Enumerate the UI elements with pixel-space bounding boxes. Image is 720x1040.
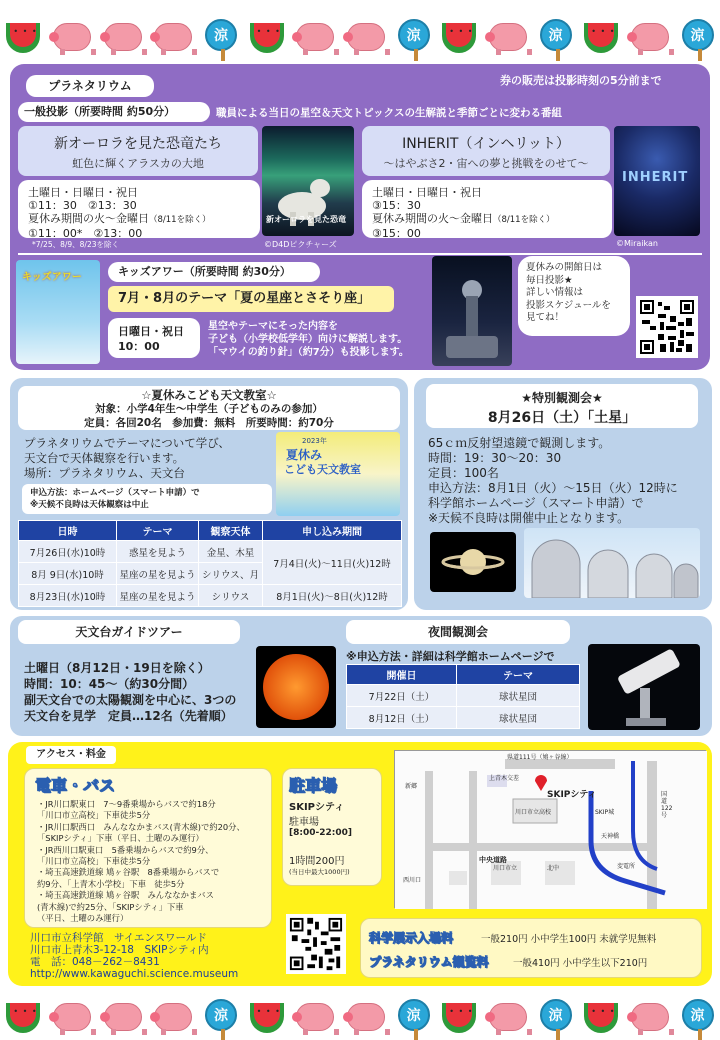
cell-object: シリウス、月 <box>199 563 263 585</box>
guide-tour-line: 天文台を見学 定員…12名（先着順） <box>24 709 233 723</box>
uchiwa-fan-icon: 涼 <box>398 19 430 51</box>
watermelon-icon <box>6 1003 40 1033</box>
info-bubble <box>518 256 630 336</box>
special-obs-line: 定員：100名 <box>428 466 499 480</box>
mosquito-pig-icon <box>104 23 142 51</box>
cell-date: 8月12日（土） <box>347 707 457 729</box>
map-label: 川口市立 <box>493 865 518 872</box>
show2-schedule <box>362 180 612 238</box>
special-obs-line: 科学館ホームページ（スマート申請）で <box>428 496 644 510</box>
kids-class-poster-title1: 夏休み <box>286 448 323 462</box>
col-header: テーマ <box>117 521 199 541</box>
planetarium-fee-label: プラネタリウム観覧料 <box>369 955 489 969</box>
kids-hour-poster-title: キッズアワー <box>22 272 82 283</box>
show2-title: INHERIT（インヘリット） <box>402 136 570 152</box>
cell-object: シリウス <box>199 585 263 607</box>
show2-title-box <box>362 126 610 176</box>
uchiwa-fan-icon: 涼 <box>205 999 237 1031</box>
special-obs-line: 時間：19：30～20：30 <box>428 451 562 465</box>
top-decoration <box>0 10 720 60</box>
guide-tour-line: 副天文台での太陽観測を中心に、3つの <box>24 693 237 707</box>
col-header: 申し込み期間 <box>263 521 402 541</box>
show1-summer-times: ①11：00* ②13：00 <box>28 227 143 240</box>
org-phone: 電 話：048－262－8431 <box>30 956 160 968</box>
bubble-line: 見てね！ <box>526 312 565 323</box>
kids-hour-time: 10：00 <box>118 340 160 353</box>
map-roads <box>395 751 707 909</box>
map-label: 上青木交差 <box>489 775 520 782</box>
kids-hour-poster <box>16 260 100 364</box>
show2-credit: ©Miraikan <box>616 239 659 248</box>
parking-fee-note: (当日中最大1000円) <box>289 868 350 876</box>
show1-credit: ©D4Dピクチャーズ <box>264 240 337 249</box>
train-box <box>24 768 272 928</box>
train-line: （平日、土曜のみ運行） <box>37 913 129 924</box>
special-obs-line: ※天候不良時は開催中止となります。 <box>428 511 630 525</box>
show2-summer-times: ③15：00 <box>372 227 421 240</box>
show2-subtitle: ～はやぶさ2・宙への夢と挑戦をのせて～ <box>383 157 589 170</box>
access-map[interactable] <box>394 750 706 908</box>
train-line: 「川口市立高校」下車徒歩5分 <box>37 810 151 821</box>
planetarium-title: プラネタリウム <box>26 75 154 97</box>
kids-hour-schedule <box>108 318 200 358</box>
col-header: 観察天体 <box>199 521 263 541</box>
map-skip-label: SKIPシティ <box>547 790 597 800</box>
map-label: 変電所 <box>617 863 636 870</box>
show1-footnote: *7/25、8/9、8/23を除く <box>32 240 120 249</box>
watermelon-icon <box>250 23 284 53</box>
fees-box <box>360 918 702 978</box>
saturn-illustration <box>430 532 516 592</box>
show1-title-box <box>18 126 258 176</box>
cell-period: 8月1日(火)～8日(火)12時 <box>263 585 402 607</box>
mosquito-pig-icon <box>53 1003 91 1031</box>
special-obs-date: 8月26日（土）「土星」 <box>487 410 637 426</box>
train-line: ・埼玉高速鉄道線 鳩ヶ谷駅 8番乗場からバスで <box>37 867 220 878</box>
train-title: 電車・バス <box>35 776 116 795</box>
map-label: 北中 <box>547 865 560 872</box>
show1-days: 土曜日・日曜日・祝日 <box>28 186 138 199</box>
train-line: 「川口市立高校」下車徒歩5分 <box>37 856 151 867</box>
kids-class-apply-line: 申込方法：ホームページ（スマート申請）で <box>30 488 200 498</box>
kids-hour-days: 日曜日・祝日 <box>118 325 184 338</box>
observatory-domes <box>524 528 700 598</box>
bubble-line: 詳しい情報は <box>526 287 584 298</box>
mosquito-pig-icon <box>489 23 527 51</box>
mosquito-pig-icon <box>154 1003 192 1031</box>
kids-class-header <box>18 386 400 430</box>
map-label: 新郷 <box>405 783 418 790</box>
kids-hour-desc-line: 星空やテーマにそった内容を <box>208 321 338 332</box>
watermelon-icon <box>250 1003 284 1033</box>
parking-title: 駐車場 <box>289 776 338 795</box>
observatory-photo <box>524 528 700 598</box>
uchiwa-fan-icon: 涼 <box>540 19 572 51</box>
guide-tour-line: 時間：10：45～（約30分間） <box>24 677 195 691</box>
table-row <box>347 707 580 729</box>
telescope-illustration <box>588 644 700 730</box>
projector-illustration <box>432 256 512 366</box>
kids-class-capacity: 定員：各回20名 参加費：無料 所要時間：約70分 <box>84 417 334 429</box>
guide-tour-body <box>24 660 256 724</box>
special-obs-line: 65ｃｍ反射望遠鏡で観測します。 <box>428 436 611 450</box>
parking-fee: 1時間200円 <box>289 856 345 867</box>
night-obs-note: ※申込方法・詳細は科学館ホームページで <box>346 650 555 663</box>
mosquito-pig-icon <box>347 1003 385 1031</box>
show1-schedule <box>18 180 260 238</box>
mosquito-pig-icon <box>631 1003 669 1031</box>
kids-class-poster <box>276 432 400 516</box>
org-url[interactable]: http://www.kawaguchi.science.museum <box>30 968 239 980</box>
mosquito-pig-icon <box>154 23 192 51</box>
cell-object: 金星、木星 <box>199 541 263 563</box>
mosquito-pig-icon <box>347 23 385 51</box>
kids-hour-desc-line: 「マウイの釣り針」（約7分）も投影します。 <box>208 347 409 358</box>
show2-days: 土曜日・日曜日・祝日 <box>372 186 482 199</box>
special-obs-title: ★特別観測会★ <box>521 391 603 405</box>
train-line: (青木線)で約25分、「SKIPシティ」下車 <box>37 901 184 912</box>
divider <box>18 253 702 255</box>
kids-class-desc <box>24 436 274 481</box>
cell-date: 8月23日(水)10時 <box>19 585 117 607</box>
table-row <box>19 585 402 607</box>
uchiwa-fan-icon: 涼 <box>682 999 714 1031</box>
map-label: 県道111号（鳩ヶ谷線） <box>507 754 573 761</box>
show1-title: 新オーロラを見た恐竜たち <box>54 136 222 152</box>
special-obs-body <box>428 436 712 526</box>
bubble-line: 投影スケジュールを <box>526 299 611 311</box>
exhibit-fee-price: 一般210円 小中学生100円 未就学児無料 <box>481 934 657 945</box>
show2-summer-note: （8/11を除く） <box>493 215 555 225</box>
parking-box <box>282 768 382 886</box>
bubble-line: 夏休みの開館日は <box>526 262 603 273</box>
mosquito-pig-icon <box>53 23 91 51</box>
train-line: ・JR西川口駅東口 5番乗場からバスで約9分、 <box>37 844 214 855</box>
kids-hour-desc-line: 子ども（小学校低学年）向けに解説します。 <box>208 334 408 345</box>
exhibit-fee-label: 科学展示入場料 <box>369 931 454 945</box>
show2-times: ③15：30 <box>372 199 421 212</box>
org-address: 川口市上青木3-12-18 SKIPシティ内 <box>30 944 209 956</box>
map-label: SKIP城 <box>595 809 615 816</box>
museum-qr-code[interactable] <box>286 914 346 974</box>
kids-class-title: ☆夏休みこども天文教室☆ <box>141 388 277 402</box>
planetarium-fee-price: 一般410円 小中学生以下210円 <box>513 958 648 969</box>
kids-class-poster-title2: こども天文教室 <box>284 463 361 476</box>
watermelon-icon <box>584 23 618 53</box>
map-label: 西川口 <box>403 877 422 884</box>
show1-subtitle: 虹色に輝くアラスカの大地 <box>72 157 204 170</box>
planetarium-projector-photo <box>432 256 512 366</box>
col-header: テーマ <box>457 665 580 685</box>
show2-poster <box>614 126 700 236</box>
telescope-photo <box>588 644 700 730</box>
general-show-label: 一般投影（所要時間 約50分） <box>18 102 210 122</box>
table-row <box>347 685 580 707</box>
watermelon-icon <box>442 23 476 53</box>
cell-theme: 球状星団 <box>457 685 580 707</box>
kids-class-target: 対象：小学4年生～中学生（子どものみの参加） <box>95 403 323 415</box>
parking-name1: SKIPシティ <box>289 802 345 813</box>
train-line: ・JR川口駅西口 みんななかまバス(青木線)で約20分、 <box>37 821 245 832</box>
map-label: 中央道路 <box>479 856 507 864</box>
train-line: ・JR川口駅東口 7～9番乗場からバスで約18分 <box>37 799 216 809</box>
col-header: 開催日 <box>347 665 457 685</box>
cell-date: 8月 9日(水)10時 <box>19 563 117 585</box>
map-label: 国道122号 <box>661 791 673 819</box>
cell-theme: 星座の星を見よう <box>117 585 199 607</box>
organization-info <box>30 932 276 980</box>
kids-hour-theme: 7月・8月のテーマ「夏の星座とさそり座」 <box>108 286 394 312</box>
train-line: 「SKIPシティ」下車（平日、土曜のみ運行） <box>37 833 204 844</box>
parking-name2: 駐車場 <box>289 817 319 828</box>
night-obs-table <box>346 664 580 729</box>
mosquito-pig-icon <box>489 1003 527 1031</box>
sun-photo <box>256 646 336 728</box>
watermelon-icon <box>442 1003 476 1033</box>
watermelon-icon <box>584 1003 618 1033</box>
kids-class-place: 場所：プラネタリウム、天文台 <box>24 466 185 480</box>
mosquito-pig-icon <box>296 23 334 51</box>
show1-times: ①11：30 ②13：30 <box>28 199 137 212</box>
uchiwa-fan-icon: 涼 <box>205 19 237 51</box>
general-show-desc: 職員による当日の星空＆天文トピックスの生解説と季節ごとに変わる番組 <box>216 107 562 119</box>
kids-class-desc-line: 天文台で天体観察を行います。 <box>24 451 185 465</box>
special-obs-line: 申込方法：8月1日（火）～15日（火）12時に <box>428 481 678 495</box>
org-name: 川口市立科学館 サイエンスワールド <box>30 932 207 944</box>
col-header: 日時 <box>19 521 117 541</box>
guide-tour-line: 土曜日（8月12日・19日を除く） <box>24 661 210 675</box>
kids-hour-desc <box>208 320 428 359</box>
kids-class-apply <box>22 484 272 514</box>
kids-class-apply-line: ※天候不良時は天体観察は中止 <box>30 500 149 510</box>
uchiwa-fan-icon: 涼 <box>682 19 714 51</box>
access-title: アクセス・料金 <box>26 746 116 764</box>
night-obs-title: 夜間観測会 <box>346 620 570 644</box>
kids-class-desc-line: プラネタリウムでテーマについて学び、 <box>24 436 230 450</box>
map-label: 天神橋 <box>601 833 620 840</box>
schedule-qr-code[interactable] <box>636 296 698 358</box>
kids-hour-label: キッズアワー（所要時間 約30分） <box>108 262 320 282</box>
show1-poster <box>262 126 354 236</box>
cell-date: 7月22日（土） <box>347 685 457 707</box>
special-obs-header <box>426 384 698 428</box>
map-label: 川口市立高校 <box>515 809 552 816</box>
cell-theme: 惑星を見よう <box>117 541 199 563</box>
uchiwa-fan-icon: 涼 <box>540 999 572 1031</box>
saturn-photo <box>430 532 516 592</box>
cell-theme: 星座の星を見よう <box>117 563 199 585</box>
kids-class-poster-year: 2023年 <box>302 437 327 445</box>
watermelon-icon <box>6 23 40 53</box>
ticket-note: 券の販売は投影時刻の5分前まで <box>500 74 662 87</box>
mosquito-pig-icon <box>296 1003 334 1031</box>
mosquito-pig-icon <box>631 23 669 51</box>
show2-summer-label: 夏休み期間の火～金曜日 <box>372 212 493 225</box>
cell-date: 7月26日(水)10時 <box>19 541 117 563</box>
mosquito-pig-icon <box>104 1003 142 1031</box>
cell-theme: 球状星団 <box>457 707 580 729</box>
train-line: 約9分、「上青木小学校」下車 徒歩5分 <box>37 878 185 889</box>
guide-tour-title: 天文台ガイドツアー <box>18 620 240 644</box>
show1-summer-label: 夏休み期間の火～金曜日 <box>28 212 149 225</box>
parking-hours: [8:00-22:00] <box>289 828 352 838</box>
uchiwa-fan-icon: 涼 <box>398 999 430 1031</box>
train-lines <box>37 799 269 924</box>
kids-class-table <box>18 520 402 607</box>
train-line: ・埼玉高速鉄道線 鳩ヶ谷駅 みんななかまバス <box>37 890 214 901</box>
show1-summer-note: （8/11を除く） <box>149 215 211 225</box>
sun-illustration <box>256 646 336 728</box>
bottom-decoration <box>0 990 720 1040</box>
table-row <box>19 541 402 563</box>
show2-poster-caption: INHERIT <box>622 170 689 185</box>
bubble-line: 毎日投影★ <box>526 274 573 286</box>
cell-period: 7月4日(火)～11日(火)12時 <box>263 541 402 585</box>
show1-poster-caption: 新オーロラを見た恐竜 <box>266 215 346 224</box>
